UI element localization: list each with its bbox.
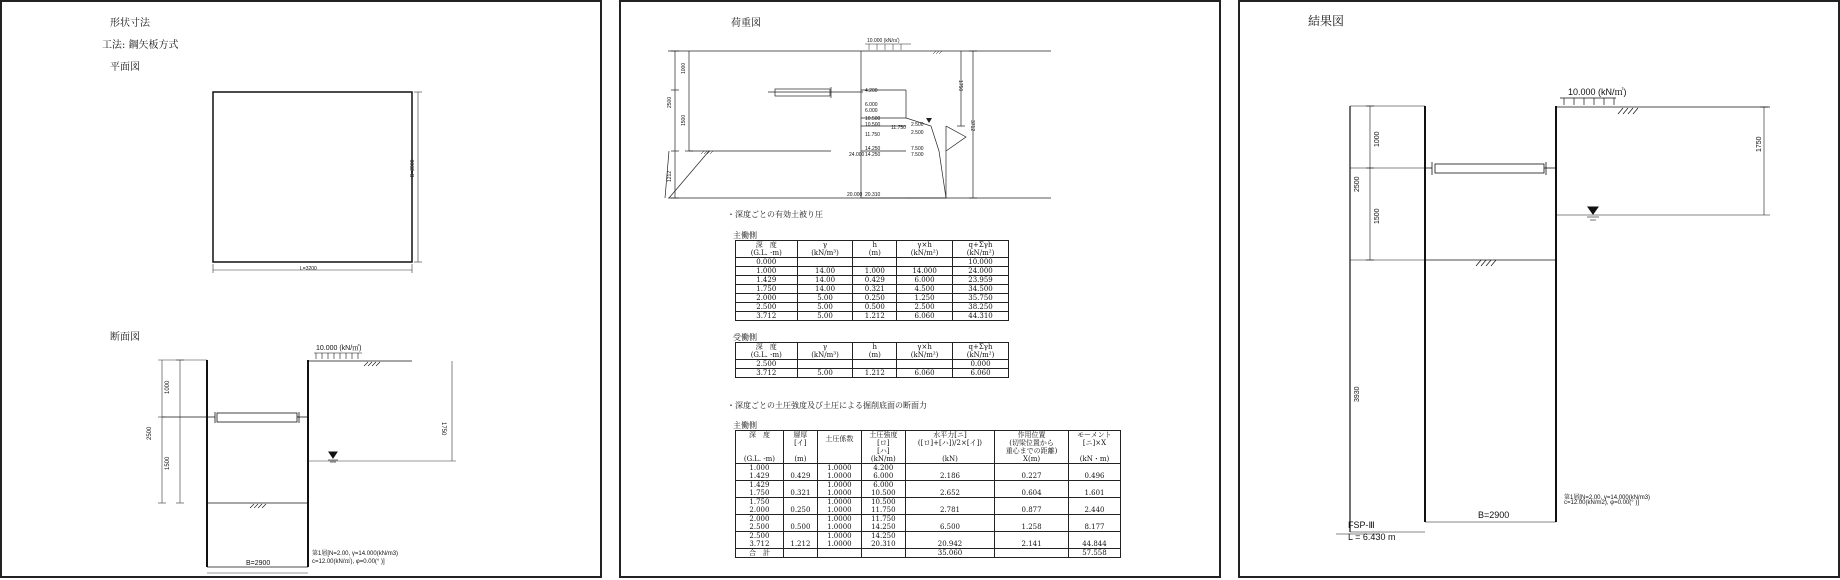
t2-header: q+Σγh (kN/m²): [953, 343, 1009, 360]
table-row: [736, 276, 1009, 285]
table-cell: 35.750: [953, 294, 1009, 303]
table-cell: 1.750 2.000: [736, 498, 784, 515]
t3-header: 土圧係数: [817, 431, 861, 464]
p-label-7: 11.750: [865, 132, 880, 138]
table-cell: 5.00: [797, 303, 853, 312]
table-cell: [897, 360, 953, 369]
pile-type-label: FSP-Ⅲ: [1348, 520, 1375, 530]
table-cell: 1.212: [853, 312, 897, 321]
table-cell: 0.500: [853, 303, 897, 312]
right-dim-3712: 3712: [969, 120, 975, 132]
t3-header: 水平力[ニ] ([ロ]+[ハ])/2×[イ]) (kN): [905, 431, 994, 464]
dim-3930: 3930: [1354, 386, 1361, 402]
section-load-label: 10.000 (kN/㎡): [316, 345, 362, 352]
t1-header: γ (kN/m³): [797, 241, 853, 258]
table-cell: 1.000: [853, 267, 897, 276]
active-side-label-1: 主働側: [733, 231, 757, 240]
table-row: [736, 532, 1121, 549]
plan-rectangle: [213, 92, 412, 262]
table-cell: 0.496: [1068, 464, 1120, 481]
table-cell: 14.00: [797, 267, 853, 276]
table-cell: 1.601: [1068, 481, 1120, 498]
active-side-label-2: 主働側: [733, 421, 757, 430]
table-row: [736, 464, 1121, 481]
t1-header: γ×h (kN/m²): [897, 241, 953, 258]
layer-info-line2: c=12.00(kN/㎡), φ=0.00(° )]: [312, 559, 385, 565]
table-cell: 0.500: [783, 515, 817, 532]
table-cell: 0.604: [995, 481, 1069, 498]
table-cell: 0.000: [953, 360, 1009, 369]
plan-drawing: [2, 2, 602, 578]
table-cell: 2.500: [897, 303, 953, 312]
plan-dim-l: L=3200: [300, 266, 317, 272]
table-cell: 35.060: [905, 549, 994, 558]
t1-header: q+Σγh (kN/m²): [953, 241, 1009, 258]
table-cell: 3.712: [736, 369, 798, 378]
table-row: [736, 285, 1009, 294]
water-level-icon: [328, 452, 338, 462]
table-cell: 0.227: [995, 464, 1069, 481]
load-arrows: [314, 353, 362, 359]
ground-hatch: [250, 362, 380, 508]
table-row: [736, 369, 1009, 378]
left-dim-1212: 1212: [667, 170, 673, 182]
table-cell: 20.942: [905, 532, 994, 549]
t3-header: 土圧強度 [ロ] [ハ] (kN/m): [861, 431, 905, 464]
layer-info-line1: 第1層[N=2.00, γ=14.000(kN/m3): [312, 551, 399, 557]
table-effective-pressure-passive: [735, 342, 1009, 378]
table-cell: 44.844: [1068, 532, 1120, 549]
plan-dim-b: B=2900: [410, 159, 416, 177]
dim-1000: 1000: [165, 380, 171, 394]
p-label-11: 20.000: [847, 192, 863, 198]
t2-header: 深 度 (G.L. -m): [736, 343, 798, 360]
table-cell: [853, 360, 897, 369]
result-drawing: [1240, 2, 1840, 578]
table-cell: 2.500 3.712: [736, 532, 784, 549]
result-load-label: 10.000 (kN/㎡): [1568, 87, 1627, 97]
page-3: [1238, 0, 1840, 578]
table-cell: 2.500: [736, 303, 798, 312]
p-label-6: 11.750: [891, 125, 906, 131]
page-1: [0, 0, 602, 578]
t3-header: 層厚 [イ] (m): [783, 431, 817, 464]
table-cell: 0.250: [853, 294, 897, 303]
table-cell: 5.00: [797, 312, 853, 321]
table-cell: 6.500: [905, 515, 994, 532]
table-cell: 6.060: [953, 369, 1009, 378]
table-row: [736, 267, 1009, 276]
table-cell: 0.321: [853, 285, 897, 294]
table-cell: 0.877: [995, 498, 1069, 515]
pile-length-label: L = 6.430 m: [1348, 532, 1396, 542]
table-cell: 1.429 1.750: [736, 481, 784, 498]
water-level-icon: [926, 118, 932, 123]
table-cell: 0.429: [783, 464, 817, 481]
t3-header: モーメント [ニ]×X (kN・m): [1068, 431, 1120, 464]
dim-1750: 1750: [440, 422, 446, 436]
table-cell: 2.652: [905, 481, 994, 498]
dim-1500: 1500: [165, 456, 171, 470]
table-effective-pressure-active: [735, 240, 1009, 321]
t1-header: 深 度 (G.L. -m): [736, 241, 798, 258]
table-cell: [853, 258, 897, 267]
table-cell: 11.750 14.250: [861, 515, 905, 532]
table-cell: [817, 549, 861, 558]
table-cell: 1.0000 1.0000: [817, 464, 861, 481]
table-cell: [897, 258, 953, 267]
table-cell: 8.177: [1068, 515, 1120, 532]
page-2: [619, 0, 1221, 578]
layer-info-line2: c=12.00(kN/m2), φ=0.00(° )]: [1564, 500, 1639, 506]
table-row: [736, 498, 1121, 515]
table-cell: [797, 258, 853, 267]
r-label-2: 2.500: [911, 130, 924, 136]
dim-1500: 1500: [1374, 208, 1381, 224]
table-cell: 1.000: [736, 267, 798, 276]
table-row: [736, 258, 1009, 267]
table-row: [736, 515, 1121, 532]
table-cell: 24.000: [953, 267, 1009, 276]
load-diagram-title: 荷重図: [731, 18, 761, 29]
table-cell: 6.000 10.500: [861, 481, 905, 498]
table-cell: 2.186: [905, 464, 994, 481]
p-label-3: 6.000: [865, 108, 878, 114]
table-cell: 57.558: [1068, 549, 1120, 558]
table-cell: [861, 549, 905, 558]
right-dim-1750: 1750: [957, 80, 963, 92]
table-cell: 14.250 20.310: [861, 532, 905, 549]
table-total-row: [736, 549, 1121, 558]
p-label-9: 14.250: [865, 152, 881, 158]
plan-title: 平面図: [110, 62, 140, 73]
table-cell: 0.429: [853, 276, 897, 285]
table-cell: 1.429: [736, 276, 798, 285]
p-label-8: 14.250: [865, 146, 881, 152]
table-cell: 1.0000 1.0000: [817, 481, 861, 498]
table-cell: 14.00: [797, 276, 853, 285]
table-cell: [783, 549, 817, 558]
table-cell: 2.000: [736, 294, 798, 303]
page1-method: 工法: 鋼矢板方式: [102, 40, 179, 51]
table-row: [736, 303, 1009, 312]
table-cell: 6.000: [897, 276, 953, 285]
table-cell: 2.500: [736, 360, 798, 369]
table-row: [736, 360, 1009, 369]
table-cell: 0.321: [783, 481, 817, 498]
section2-title: ・深度ごとの土圧強度及び土圧による掘削底面の断面力: [727, 401, 927, 410]
table-cell: 1.250: [897, 294, 953, 303]
dim-2500: 2500: [147, 426, 153, 440]
table-cell: 5.00: [797, 294, 853, 303]
table-cell: 2.141: [995, 532, 1069, 549]
t3-header: 深 度 (G.L. -m): [736, 431, 784, 464]
left-dim-1500: 1500: [681, 114, 687, 126]
table-cell: 0.250: [783, 498, 817, 515]
table-cell: 1.0000 1.0000: [817, 532, 861, 549]
dim-1000: 1000: [1374, 131, 1381, 147]
table-cell: 14.000: [897, 267, 953, 276]
table-cell: 6.060: [897, 312, 953, 321]
table-cell: 0.000: [736, 258, 798, 267]
table-cell: 4.500: [897, 285, 953, 294]
result-width-label: B=2900: [1478, 510, 1510, 520]
table-row: [736, 481, 1121, 498]
p-label-10: 24.000: [849, 152, 865, 158]
table-cell: 1.258: [995, 515, 1069, 532]
table-cell: 1.0000 1.0000: [817, 498, 861, 515]
table-cell: 2.440: [1068, 498, 1120, 515]
result-diagram-title: 結果図: [1308, 14, 1345, 28]
water-level-icon: [1587, 207, 1599, 220]
table-cell: 44.310: [953, 312, 1009, 321]
load-arrows: [1560, 98, 1616, 105]
t2-header: γ (kN/m³): [797, 343, 853, 360]
r-label-3: 7.500: [911, 146, 924, 152]
p-label-1: 4.200: [865, 88, 878, 94]
t2-header: h (m): [853, 343, 897, 360]
table-cell: 2.000 2.500: [736, 515, 784, 532]
table-cell: 6.060: [897, 369, 953, 378]
table-cell: 1.212: [853, 369, 897, 378]
r-label-1: 2.500: [911, 122, 924, 128]
table-cell: 1.750: [736, 285, 798, 294]
dim-1750: 1750: [1756, 136, 1763, 152]
p-label-4: 10.500: [865, 116, 881, 122]
table-cell: 5.00: [797, 369, 853, 378]
table-cell: 1.000 1.429: [736, 464, 784, 481]
p-label-12: 20.310: [865, 192, 881, 198]
passive-side-label: 受働側: [733, 333, 757, 342]
table-row: [736, 294, 1009, 303]
table-earth-pressure-section-force: [735, 430, 1121, 558]
t2-header: γ×h (kN/m²): [897, 343, 953, 360]
table-cell: 23.959: [953, 276, 1009, 285]
width-label: B=2900: [246, 560, 271, 567]
t3-header: 作用位置 (切梁位置から 重心までの距離) X(m): [995, 431, 1069, 464]
section1-title: ・深度ごとの有効土被り圧: [727, 210, 823, 219]
table-cell: 1.0000 1.0000: [817, 515, 861, 532]
layer-info-line1: 第1層[N=2.00, γ=14.000(kN/m3): [1564, 495, 1651, 501]
table-cell: 34.500: [953, 285, 1009, 294]
table-cell: 2.781: [905, 498, 994, 515]
table-cell: 合 計: [736, 549, 784, 558]
p-label-2: 6.000: [865, 102, 878, 108]
table-cell: 10.000: [953, 258, 1009, 267]
r-label-4: 7.500: [911, 152, 924, 158]
section-title: 断面図: [110, 332, 140, 343]
dim-2500: 2500: [1354, 176, 1361, 192]
table-cell: 10.500 11.750: [861, 498, 905, 515]
page1-heading: 形状寸法: [110, 18, 150, 29]
t1-header: h (m): [853, 241, 897, 258]
table-cell: 1.212: [783, 532, 817, 549]
table-cell: 14.00: [797, 285, 853, 294]
table-cell: 4.200 6.000: [861, 464, 905, 481]
table-row: [736, 312, 1009, 321]
table-cell: 38.250: [953, 303, 1009, 312]
top-load-label: 10.000 (kN/㎡): [867, 38, 900, 44]
table-cell: [797, 360, 853, 369]
strut: [162, 412, 308, 423]
table-cell: 3.712: [736, 312, 798, 321]
table-cell: [995, 549, 1069, 558]
p-label-5: 10.500: [865, 122, 881, 128]
left-dim-1000: 1000: [681, 62, 687, 74]
left-dim-2500: 2500: [667, 96, 673, 108]
